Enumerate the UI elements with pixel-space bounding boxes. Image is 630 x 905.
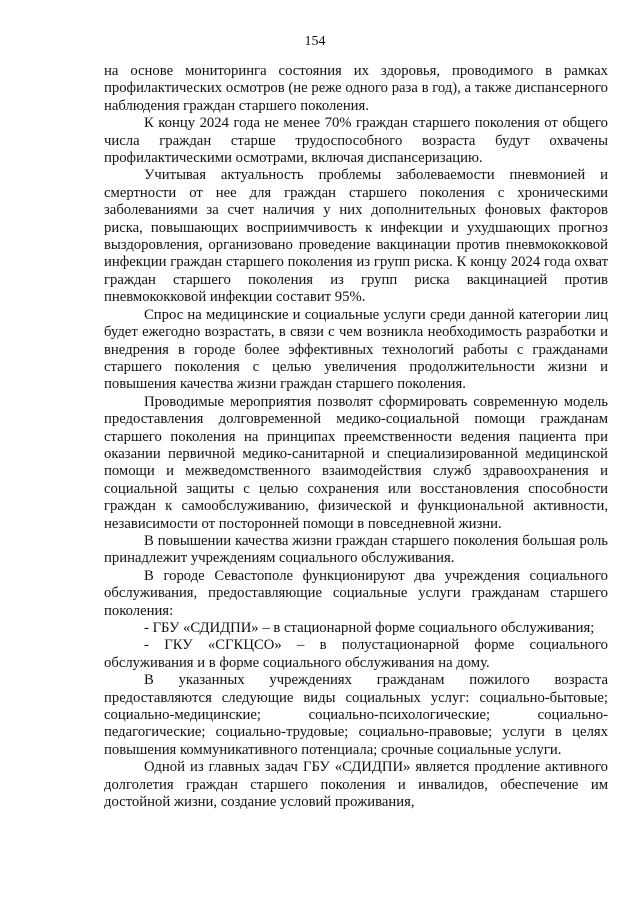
paragraph: К концу 2024 года не менее 70% граждан старшего поколения от общего числа граждан старше трудоспособного возраста будут охвачены профилактическими осмотрами, включая диспансеризацию. — [104, 115, 608, 167]
paragraph: на основе мониторинга состояния их здоровья, проводимого в рамках профилактических осмотров (не реже одного раза в год), а также диспансерного наблюдения граждан старшего поколения. — [104, 63, 608, 114]
page-number: 154 — [304, 34, 326, 49]
list-item: - ГБУ «СДИДПИ» – в стационарной форме социального обслуживания; — [144, 620, 595, 636]
paragraph: Одной из главных задач ГБУ «СДИДПИ» является продление активного долголетия граждан старшего поколения и инвалидов, обеспечение им достойной жизни, создание условий проживания, — [104, 759, 608, 811]
list-item: - ГКУ «СГКЦСО» – в полустационарной форме социального обслуживания и в форме социального обслуживания на дому. — [104, 637, 608, 671]
paragraph: Учитывая актуальность проблемы заболеваемости пневмонией и смертности от нее для граждан старшего поколения с хроническими заболеваниями за счет наличия у них дополнительных фоновых факторов риска, повышающих восприимчивость к инфекции и ухудшающих прогноз выздоровления, организовано проведение вакцинации против пневмококковой инфекции граждан старшего поколения из групп риска. К концу 2024 года охват граждан старшего поколения из групп риска вакцинацией против пневмококковой инфекции составит 95%. — [104, 167, 608, 306]
paragraph: В городе Севастополе функционируют два учреждения социального обслуживания, предоставляющие социальные услуги гражданам старшего поколения: — [104, 567, 608, 619]
paragraph: Проводимые мероприятия позволят сформировать современную модель предоставления долговременной медико-социальной помощи гражданам старшего поколения на принципах преемственности ведения пациента при оказании первичной медико-санитарной и специализированной медицинской помощи и межведомственного взаимодействия служб здравоохранения и социальной защиты с целью сохранения или восстановления способности граждан к самообслуживанию, физической и функциональной активности, независимости от посторонней помощи в повседневной жизни. — [104, 393, 608, 532]
body-text — [104, 63, 608, 811]
paragraph: В указанных учреждениях гражданам пожилого возраста предоставляются следующие виды социальных услуг: социально-бытовые; социально-медицинские; социально-психологические; социально-педагогические; социально-трудовые; социально-правовые; услуги в целях повышения коммуникативного потенциала; срочные социальные услуги. — [104, 672, 608, 758]
paragraph: В повышении качества жизни граждан старшего поколения большая роль принадлежит учреждениям социального обслуживания. — [104, 532, 608, 567]
paragraph: Спрос на медицинские и социальные услуги среди данной категории лиц будет ежегодно возрастать, в связи с чем возникла необходимость разработки и внедрения в городе более эффективных технологий работы с гражданами старшего поколения с целью увеличения продолжительности жизни и повышения качества жизни граждан старшего поколения. — [104, 306, 608, 393]
